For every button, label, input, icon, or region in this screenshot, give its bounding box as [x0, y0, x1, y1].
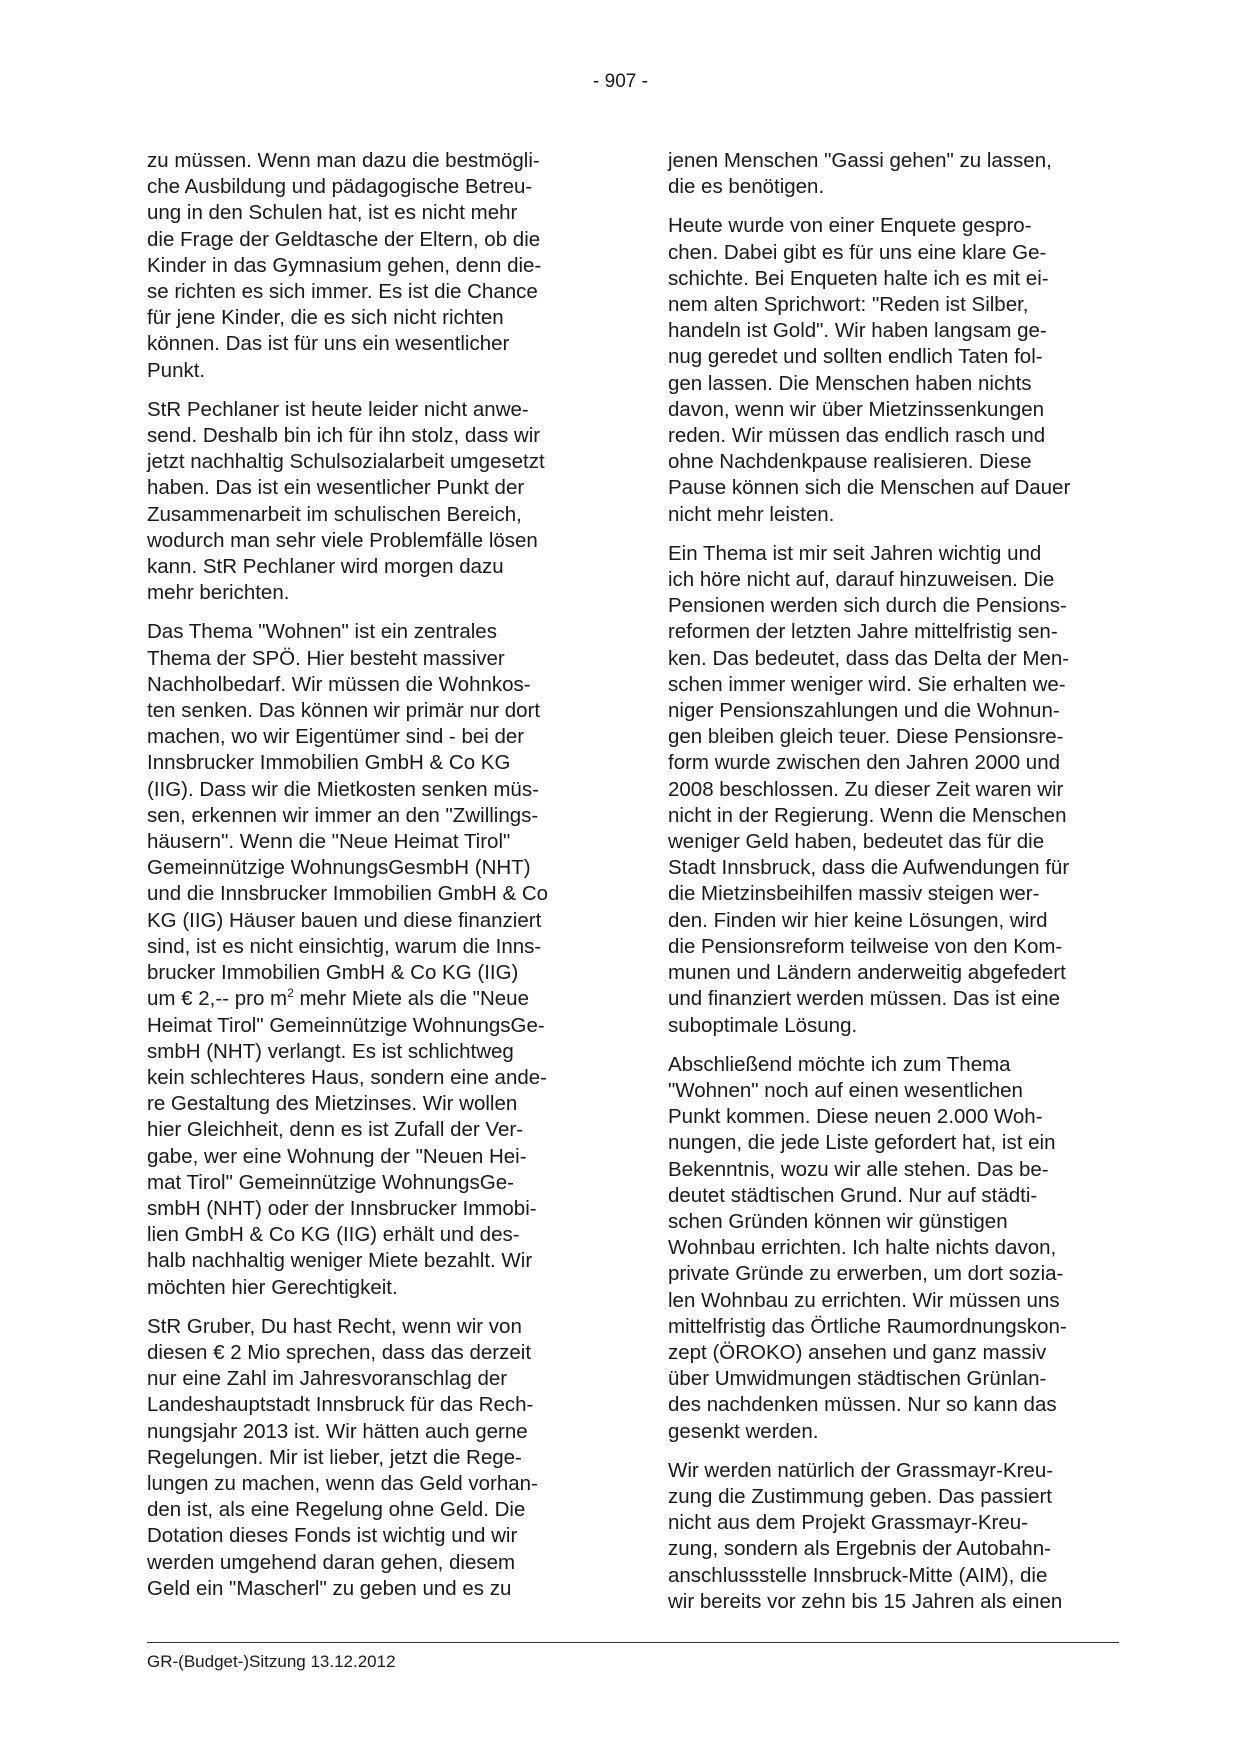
text-line: ohne Nachdenkpause realisieren. Diese [668, 450, 1032, 474]
paragraph [668, 1458, 1118, 1615]
text-line: diesen € 2 Mio sprechen, dass das derzeit [147, 1340, 532, 1364]
text-line [147, 986, 592, 1012]
text-line: smbH (NHT) verlangt. Es ist schlichtweg [147, 1039, 514, 1063]
right-column [668, 148, 1118, 1628]
text-line: halb nachhaltig weniger Miete bezahlt. Wir [147, 1249, 533, 1273]
text-line: brucker Immobilien GmbH & Co KG (IIG) [147, 961, 519, 985]
text-line: gabe, wer eine Wohnung der "Neuen Hei- [147, 1144, 527, 1168]
text-line: für jene Kinder, die es sich nicht richten [147, 306, 504, 330]
text-line: machen, wo wir Eigentümer sind - bei der [147, 725, 525, 749]
text-line: handeln ist Gold". Wir haben langsam ge- [668, 319, 1047, 343]
text-line: des nachdenken müssen. Nur so kann das [668, 1393, 1057, 1417]
paragraph [668, 1052, 1118, 1445]
text-line: Pensionen werden sich durch die Pensions- [668, 594, 1067, 618]
text-line: kann. StR Pechlaner wird morgen dazu [147, 555, 504, 579]
text-line: werden umgehend daran gehen, diesem [147, 1550, 516, 1574]
text-line: Regelungen. Mir ist lieber, jetzt die Rege- [147, 1445, 522, 1469]
paragraph [147, 148, 592, 384]
text-line: gen lassen. Die Menschen haben nichts [668, 371, 1032, 395]
text-line: mat Tirol" Gemeinnützige WohnungsGe- [147, 1170, 514, 1194]
text-line: Heimat Tirol" Gemeinnützige WohnungsGe- [147, 1013, 545, 1037]
text-line: die Pensionsreform teilweise von den Kom- [668, 934, 1063, 958]
text-line: reformen der letzten Jahre mittelfristig sen- [668, 620, 1058, 644]
text-line: zu müssen. Wenn man dazu die bestmögli- [147, 149, 540, 172]
text-line: reden. Wir müssen das endlich rasch und [668, 424, 1046, 448]
text-line: den. Finden wir hier keine Lösungen, wird [668, 908, 1048, 932]
text-line: nicht mehr leisten. [668, 502, 835, 526]
superscript: 2 [287, 986, 294, 1001]
text-line: che Ausbildung und pädagogische Betreu- [147, 175, 533, 199]
text-line: kein schlechteres Haus, sondern eine ande- [147, 1065, 547, 1089]
text-line: smbH (NHT) oder der Innsbrucker Immobi- [147, 1196, 537, 1220]
text-segment: um € 2,-- pro m [147, 987, 288, 1011]
text-line: sen, erkennen wir immer an den "Zwillings- [147, 803, 539, 827]
text-line: den ist, als eine Regelung ohne Geld. Die [147, 1498, 526, 1522]
text-line: Punkt. [147, 358, 206, 382]
text-line: und die Innsbrucker Immobilien GmbH & Co [147, 882, 549, 906]
text-line: hier Gleichheit, denn es ist Zufall der Ver- [147, 1118, 524, 1142]
text-line: ten senken. Das können wir primär nur dort [147, 699, 541, 723]
text-line: schichte. Bei Enqueten halte ich es mit ei- [668, 266, 1049, 290]
text-line: über Umwidmungen städtischen Grünlan- [668, 1367, 1047, 1391]
text-line: form wurde zwischen den Jahren 2000 und [668, 751, 1061, 775]
text-line: sind, ist es nicht einsichtig, warum die Inns- [147, 934, 542, 958]
text-line: Nachholbedarf. Wir müssen die Wohnkos- [147, 672, 531, 696]
text-line: lien GmbH & Co KG (IIG) erhält und des- [147, 1223, 520, 1247]
text-line: zept (ÖROKO) ansehen und ganz massiv [668, 1340, 1047, 1364]
left-column [147, 148, 592, 1615]
text-segment: mehr Miete als die "Neue [293, 987, 529, 1011]
text-line: jetzt nachhaltig Schulsozialarbeit umgesetzt [147, 450, 545, 474]
text-line: Kinder in das Gymnasium gehen, denn die- [147, 253, 542, 277]
text-line: nug geredet und sollten endlich Taten fol- [668, 345, 1043, 369]
page-number: - 907 - [593, 71, 648, 92]
text-line: zung die Zustimmung geben. Das passiert [668, 1484, 1053, 1508]
text-line: können. Das ist für uns ein wesentlicher [147, 332, 510, 356]
text-line: (IIG). Dass wir die Mietkosten senken müs- [147, 777, 539, 801]
text-line: StR Pechlaner ist heute leider nicht anwe- [147, 397, 529, 421]
text-line: gesenkt werden. [668, 1419, 819, 1443]
text-line: KG (IIG) Häuser bauen und diese finanziert [147, 908, 542, 932]
text-line: Heute wurde von einer Enquete gespro- [668, 214, 1032, 238]
text-line: Zusammenarbeit im schulischen Bereich, [147, 502, 522, 526]
text-line: se richten es sich immer. Es ist die Chance [147, 280, 538, 304]
text-line: anschlussstelle Innsbruck-Mitte (AIM), die [668, 1563, 1048, 1587]
text-line: re Gestaltung des Mietzinses. Wir wollen [147, 1092, 518, 1116]
text-line: StR Gruber, Du hast Recht, wenn wir von [147, 1314, 522, 1338]
text-line: wir bereits vor zehn bis 15 Jahren als einen [668, 1589, 1063, 1613]
text-line: Bekenntnis, wozu wir alle stehen. Das be- [668, 1157, 1049, 1181]
paragraph [668, 213, 1118, 527]
text-line: möchten hier Gerechtigkeit. [147, 1275, 398, 1299]
text-line: nungen, die jede Liste gefordert hat, ist ein [668, 1131, 1056, 1155]
text-line: suboptimale Lösung. [668, 1013, 858, 1037]
text-line: nicht in der Regierung. Wenn die Menschen [668, 803, 1067, 827]
text-line: 2008 beschlossen. Zu dieser Zeit waren wir [668, 777, 1064, 801]
text-line: lungen zu machen, wenn das Geld vorhan- [147, 1471, 538, 1495]
paragraph [668, 541, 1118, 1039]
text-line: Landeshauptstadt Innsbruck für das Rech- [147, 1393, 534, 1417]
text-line: gen bleiben gleich teuer. Diese Pensionsre- [668, 725, 1064, 749]
footer-divider [147, 1642, 1119, 1643]
text-line: häusern". Wenn die "Neue Heimat Tirol" [147, 830, 511, 854]
text-line: Ein Thema ist mir seit Jahren wichtig und [668, 541, 1042, 565]
text-line: niger Pensionszahlungen und die Wohnun- [668, 699, 1060, 723]
text-line: die es benötigen. [668, 175, 825, 199]
text-line: schen immer weniger wird. Sie erhalten we- [668, 672, 1066, 696]
text-line: nur eine Zahl im Jahresvoranschlag der [147, 1367, 508, 1391]
text-line: ich höre nicht auf, darauf hinzuweisen. Die [668, 568, 1055, 592]
text-line: ung in den Schulen hat, ist es nicht mehr [147, 201, 518, 225]
text-line: zung, sondern als Ergebnis der Autobahn- [668, 1537, 1051, 1561]
text-line: Innsbrucker Immobilien GmbH & Co KG [147, 751, 511, 775]
paragraph [668, 148, 1118, 200]
text-line: Das Thema "Wohnen" ist ein zentrales [147, 620, 497, 644]
text-line: Abschließend möchte ich zum Thema [668, 1052, 1011, 1076]
text-line: jenen Menschen "Gassi gehen" zu lassen, [668, 149, 1052, 172]
paragraph [147, 397, 592, 607]
text-line: die Frage der Geldtasche der Eltern, ob die [147, 227, 541, 251]
text-line: haben. Das ist ein wesentlicher Punkt der [147, 476, 525, 500]
text-line: len Wohnbau zu errichten. Wir müssen uns [668, 1288, 1060, 1312]
text-line: die Mietzinsbeihilfen massiv steigen wer- [668, 882, 1040, 906]
text-line: Wir werden natürlich der Grassmayr-Kreu- [668, 1458, 1054, 1482]
text-line: Gemeinnützige WohnungsGesmbH (NHT) [147, 856, 531, 880]
text-line: Pause können sich die Menschen auf Dauer [668, 476, 1071, 500]
paragraph [147, 1314, 592, 1602]
text-line: Punkt kommen. Diese neuen 2.000 Woh- [668, 1105, 1043, 1129]
text-line: nem alten Sprichwort: "Reden ist Silber, [668, 293, 1029, 317]
text-line: send. Deshalb bin ich für ihn stolz, dass wir [147, 424, 541, 448]
text-line: private Gründe zu erwerben, um dort sozia- [668, 1262, 1064, 1286]
text-line: "Wohnen" noch auf einen wesentlichen [668, 1078, 1023, 1102]
text-line: Wohnbau errichten. Ich halte nichts davon, [668, 1236, 1057, 1260]
text-line: ken. Das bedeutet, dass das Delta der Men- [668, 646, 1070, 670]
text-line: weniger Geld haben, bedeutet das für die [668, 830, 1045, 854]
text-line: munen und Ländern anderweitig abgefedert [668, 961, 1066, 985]
footer-session-label: GR-(Budget-)Sitzung 13.12.2012 [147, 1652, 396, 1671]
text-line: deutet städtischen Grund. Nur auf städti- [668, 1183, 1038, 1207]
text-line: schen Gründen können wir günstigen [668, 1209, 1008, 1233]
text-line: Geld ein "Mascherl" zu geben und es zu [147, 1576, 512, 1600]
text-line: und finanziert werden müssen. Das ist eine [668, 987, 1060, 1011]
text-line: chen. Dabei gibt es für uns eine klare Ge- [668, 240, 1047, 264]
text-line: nungsjahr 2013 ist. Wir hätten auch gerne [147, 1419, 528, 1443]
text-line: Stadt Innsbruck, dass die Aufwendungen für [668, 856, 1070, 880]
text-line: wodurch man sehr viele Problemfälle lösen [147, 528, 538, 552]
text-line: Thema der SPÖ. Hier besteht massiver [147, 646, 505, 670]
text-line: mittelfristig das Örtliche Raumordnungskon- [668, 1314, 1067, 1338]
text-line: nicht aus dem Projekt Grassmayr-Kreu- [668, 1511, 1029, 1535]
text-line: Dotation dieses Fonds ist wichtig und wir [147, 1524, 518, 1548]
text-line: davon, wenn wir über Mietzinssenkungen [668, 397, 1045, 421]
text-line: mehr berichten. [147, 581, 290, 605]
paragraph [147, 619, 592, 1300]
